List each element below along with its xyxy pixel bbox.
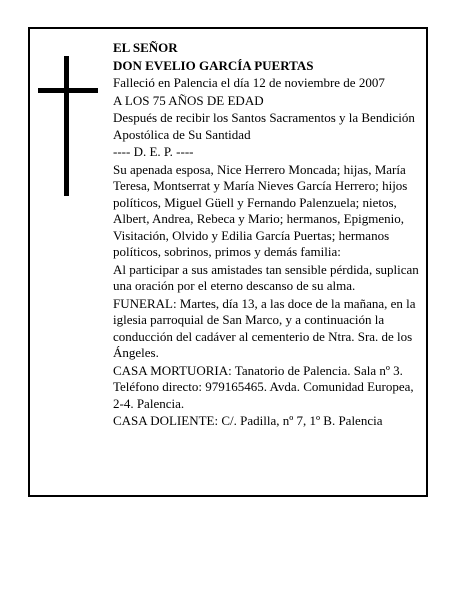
request-paragraph: Al participar a sus amistades tan sensible pérdida, suplican una oración por el eterno descanso de su alma. <box>113 261 419 293</box>
family-home-paragraph: CASA DOLIENTE: C/. Padilla, nº 7, 1º B. Palencia <box>113 413 383 428</box>
funeral-home-paragraph: CASA MORTUORIA: Tanatorio de Palencia. Sala nº 3. Teléfono directo: 979165465. Avda. Comunidad Europea, 2-4. Palencia. <box>113 362 414 411</box>
latin-cross-icon <box>38 56 98 196</box>
obituary-text <box>113 40 421 430</box>
rip-line: ---- D. E. P. ---- <box>113 144 194 159</box>
deceased-name: DON EVELIO GARCÍA PUERTAS <box>113 57 314 73</box>
title-line-1: EL SEÑOR <box>113 40 178 55</box>
family-paragraph: Su apenada esposa, Nice Herrero Moncada; hijas, María Teresa, Montserrat y María Nieves García Herrero; hijos políticos, Miguel Güell y Fernando Palenzuela; nietos, Albert, Andrea, Rebeca y Mario; hermanos, Epigmenio, Visitación, Olvido y Edilia García Puertas; hermanos políticos, sobrinos, primos y demás familia: <box>113 161 408 259</box>
sacraments-paragraph: Después de recibir los Santos Sacramentos y la Bendición Apostólica de Su Santidad <box>113 110 415 142</box>
cross-horizontal-bar <box>38 88 98 93</box>
death-notice: Falleció en Palencia el día 12 de noviembre de 2007 <box>113 75 385 90</box>
cross-vertical-bar <box>64 56 69 196</box>
age-line: A LOS 75 AÑOS DE EDAD <box>113 92 264 108</box>
funeral-paragraph: FUNERAL: Martes, día 13, a las doce de la mañana, en la iglesia parroquial de San Marco, y a continuación la conducción del cadáver al cementerio de Ntra. Sra. de los Ángeles. <box>113 295 416 360</box>
